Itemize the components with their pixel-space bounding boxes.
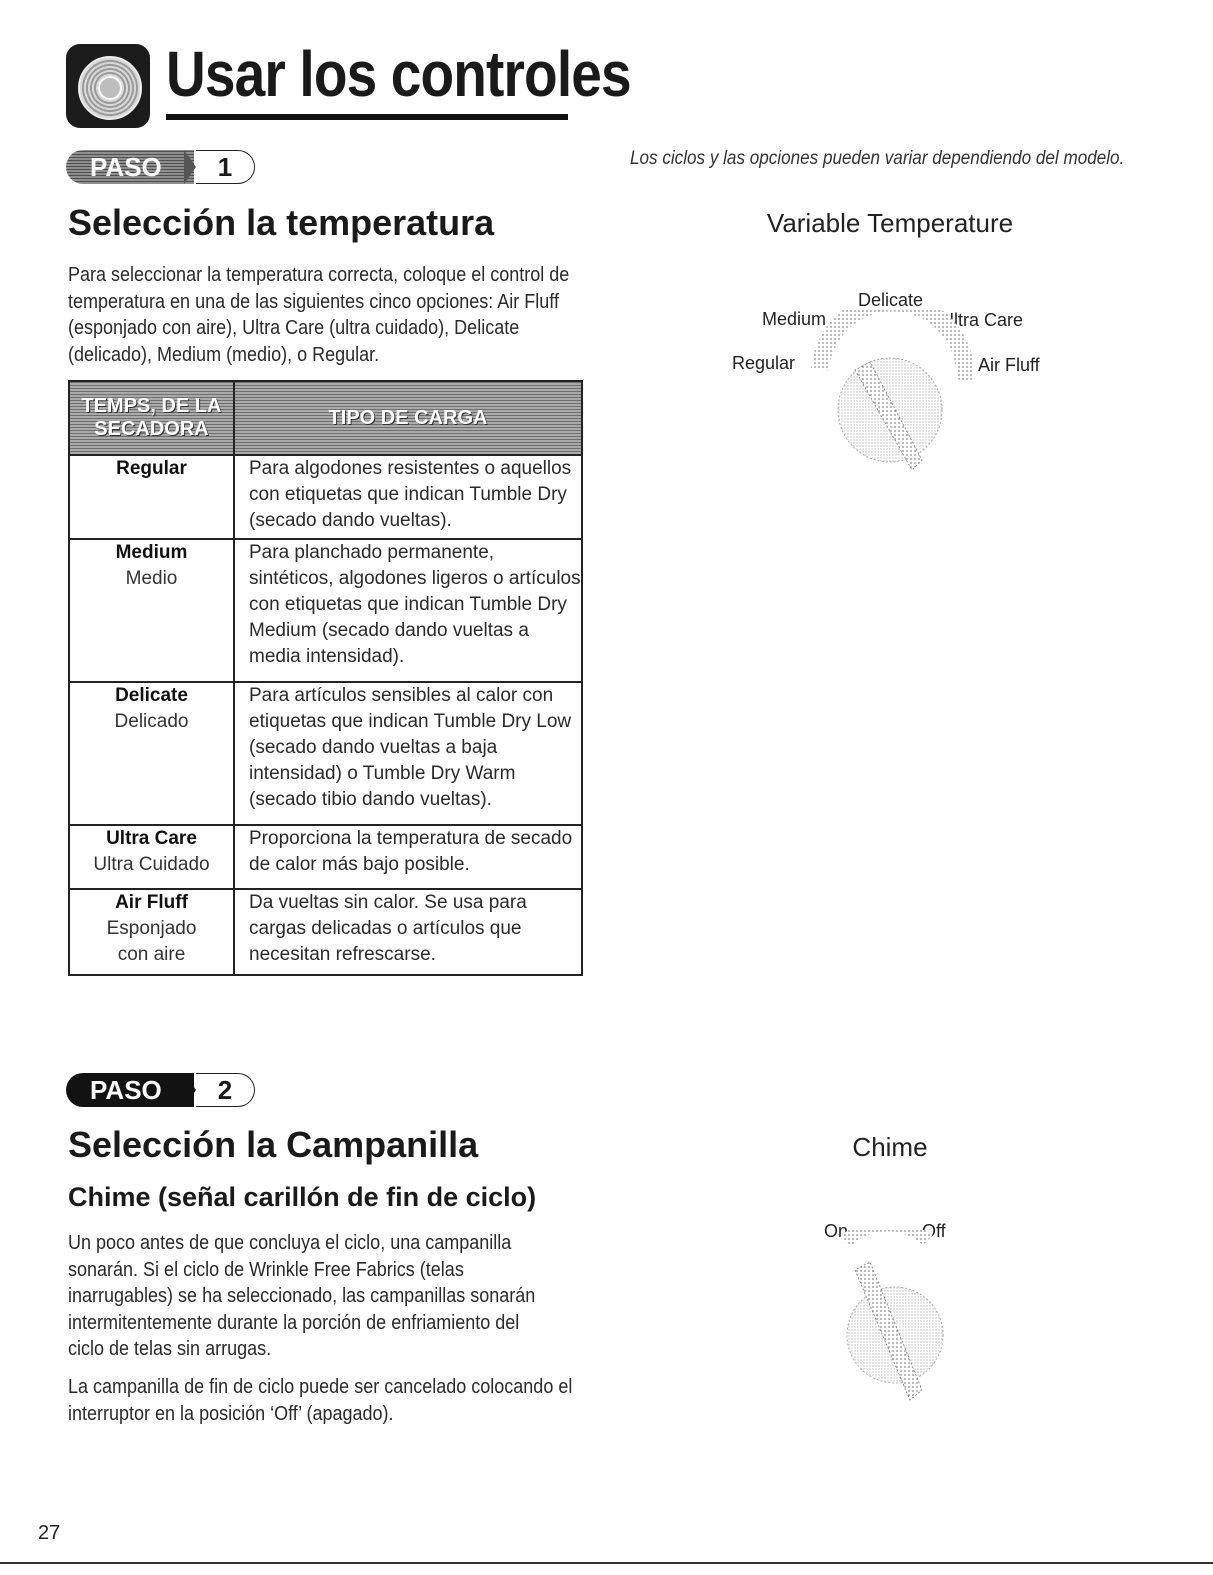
step-2-paragraph-1: Un poco antes de que concluya el ciclo, una campanilla sonarán. Si el ciclo de Wrinkle Free Fabrics (telas inarrugables) se ha seleccionado, las campanillas sonarán intermitentemente durante la porción de enfriamiento del ciclo de telas sin arrugas.: [68, 1232, 536, 1360]
row-name: Delicate: [115, 685, 188, 706]
step-badge-label: PASO: [66, 150, 194, 184]
table-row: [69, 682, 582, 825]
chime-dial-title: Chime: [852, 1132, 928, 1162]
step-badge-number: 1: [196, 150, 255, 184]
table-header-row: [69, 381, 582, 455]
table-header-load: TIPO DE CARGA: [234, 381, 582, 455]
row-name: Ultra Care: [106, 828, 197, 849]
row-subname: Medio: [125, 568, 178, 589]
page-title: Usar los controles: [166, 38, 631, 110]
table-row: [69, 889, 582, 975]
row-name: Regular: [116, 458, 187, 479]
table-row: [69, 539, 582, 682]
temperature-dial-icon: [790, 310, 990, 485]
bottom-rule: [0, 1562, 1213, 1564]
dial-label-ultra-care: Ultra Care: [941, 310, 1024, 330]
dial-label-air-fluff: Air Fluff: [978, 355, 1040, 375]
chime-label-on: On: [824, 1221, 849, 1241]
row-name: Air Fluff: [115, 892, 188, 913]
step-2-subheading: Chime (señal carillón de fin de ciclo): [68, 1182, 537, 1212]
row-subname: Ultra Cuidado: [93, 854, 210, 875]
step-2-heading: Selección la Campanilla: [68, 1124, 479, 1165]
step-1-badge: [66, 150, 261, 184]
table-row: [69, 455, 582, 539]
row-description: Proporciona la temperatura de secado de calor más bajo posible.: [249, 828, 573, 875]
table-row: [69, 825, 582, 889]
dial-icon: [66, 44, 150, 128]
row-subname: Delicado: [114, 711, 189, 732]
step-2-badge: [66, 1073, 261, 1107]
title-underline: [166, 114, 568, 120]
table-header-temp: TEMPS, DE LA SECADORA: [69, 381, 234, 455]
dial-label-medium: Medium: [762, 309, 827, 329]
model-note: Los ciclos y las opciones pueden variar dependiendo del modelo.: [630, 148, 1125, 169]
row-subname: Esponjado con aire: [106, 918, 197, 965]
step-2-paragraph-2: La campanilla de fin de ciclo puede ser cancelado colocando el interruptor en la posición ‘Off’ (apagado).: [68, 1376, 573, 1425]
step-badge-label: PASO: [66, 1073, 194, 1107]
step-badge-number: 2: [196, 1073, 255, 1107]
row-description: Para artículos sensibles al calor con etiquetas que indican Tumble Dry Low (secado dando vueltas a baja intensidad) o Tumble Dry Warm (secado tibio dando vueltas).: [249, 685, 572, 810]
chime-label-off: Off: [922, 1221, 946, 1241]
row-description: Para algodones resistentes o aquellos con etiquetas que indican Tumble Dry (secado dando vueltas).: [249, 458, 572, 531]
dial-label-regular: Regular: [732, 353, 796, 373]
row-description: Da vueltas sin calor. Se usa para cargas delicadas o artículos que necesitan refrescarse.: [249, 892, 527, 965]
dial-label-delicate: Delicate: [858, 290, 924, 310]
temperature-table: [68, 380, 583, 976]
row-name: Medium: [115, 542, 188, 563]
page-number: 27: [38, 1522, 61, 1544]
row-description: Para planchado permanente, sintéticos, algodones ligeros o artículos con etiquetas que indican Tumble Dry Medium (secado dando vueltas a media intensidad).: [249, 542, 581, 667]
temperature-dial-title: Variable Temperature: [766, 208, 1014, 238]
chime-dial-icon: [800, 1230, 960, 1405]
step-1-intro: Para seleccionar la temperatura correcta, coloque el control de temperatura en una de las siguientes cinco opciones: Air Fluff (esponjado con aire), Ultra Care (ultra cuidado), Delicate (delicado), Medium (medio), o Regular.: [68, 264, 570, 366]
step-1-heading: Selección la temperatura: [68, 202, 495, 243]
